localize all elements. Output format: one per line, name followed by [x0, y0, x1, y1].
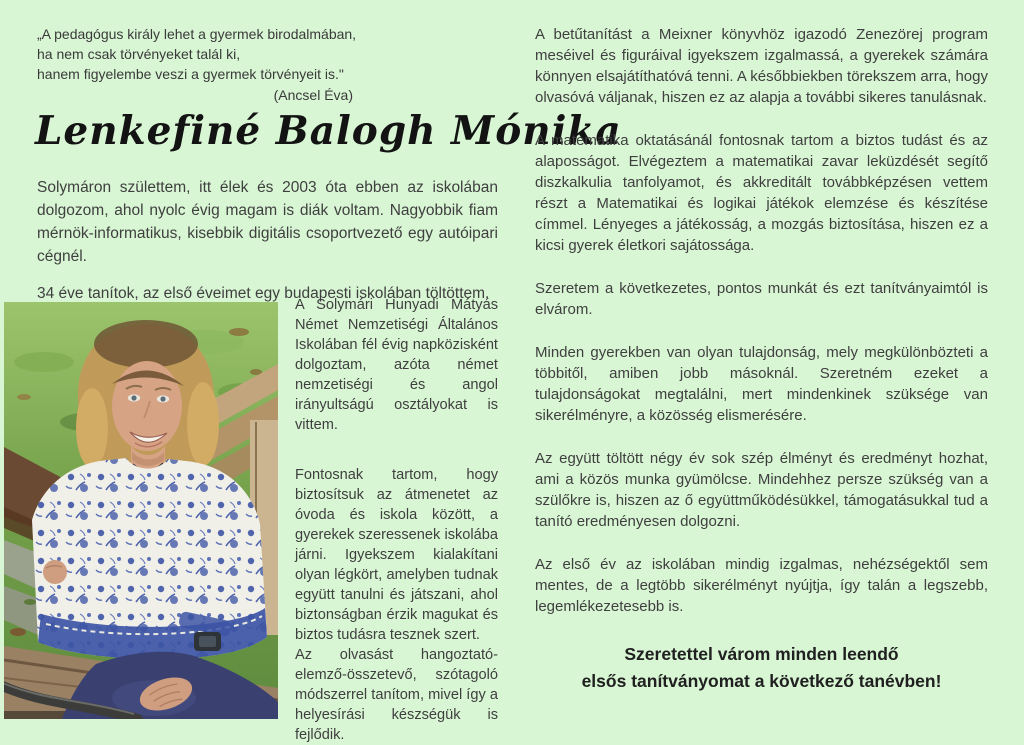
portrait-photo [4, 302, 278, 719]
right-column [535, 24, 988, 639]
right-paragraph-1: A betűtanítást a Meixner könyvhöz igazodó Zenezörej program meséivel és figuráival igyekszem izgalmassá, a gyerekek számára könnyen elsajátíthatóvá tenni. A későbbiekben törekszem arra, hogy olvasóvá váljanak, hiszen ez az alapja a további sikeres tanulásnak. [535, 26, 988, 106]
intro-paragraph-1: Solymáron születtem, itt élek és 2003 óta ebben az iskolában dolgozom, ahol nyolc évig magam is diák voltam. Nagyobbik fiam mérnök-informatikus, kisebbik digitális csoportvezető egy autóipari cégnél. [37, 179, 498, 265]
photo-side-column [295, 295, 498, 745]
page-title: Lenkefiné Balogh Mónika [35, 108, 622, 154]
side-paragraph-1: A Solymári Hunyadi Mátyás Német Nemzetiségi Általános Iskolában fél évig napközisként dolgoztam, azóta német nemzetiségi és angol irányultságú osztályokat is vittem. [295, 297, 498, 433]
quote-attribution: (Ancsel Éva) [273, 87, 353, 103]
closing-line-2: elsős tanítványomat a következő tanévben! [581, 671, 942, 691]
quote-block [37, 24, 477, 105]
quote-line-3: hanem figyelembe veszi a gyermek törvényeit is." [37, 66, 344, 82]
closing-line-1: Szeretettel várom minden leendő [624, 644, 899, 664]
right-paragraph-2: A matematika oktatásánál fontosnak tartom a biztos tudást és az alaposságot. Elvégeztem a matematikai zavar leküzdését segítő diszkalkulia tanfolyamot, és akkreditált továbbképzésen vettem részt a Matematikai és logikai játékok elemzése és készítése címmel. Lényeges a játékosság, a mozgás biztosítása, hiszen ez a kicsi gyerek életkori sajátossága. [535, 132, 988, 254]
side-paragraph-3: Az olvasást hangoztató-elemző-összetevő, szótagoló módszerrel tanítom, mivel így a helyesírási készségük is fejlődik. [295, 647, 498, 743]
quote-line-1: „A pedagógus király lehet a gyermek birodalmában, [37, 26, 357, 42]
closing-message [535, 641, 988, 695]
right-paragraph-5: Az együtt töltött négy év sok szép élményt és eredményt hozhat, ami a közös munka gyümölcse. Mindehhez persze szükség van a szülőkre is, hiszen az ő együttműködésükkel, támogatásukkal tud a tanító eredményesen dolgozni. [535, 450, 988, 530]
quote-line-2: ha nem csak törvényeket talál ki, [37, 46, 241, 62]
right-paragraph-6: Az első év az iskolában mindig izgalmas, nehézségektől sem mentes, de a legtöbb sikerélményt nyújtja, így talán a legszebb, legemlékezetesebb is. [535, 556, 988, 615]
side-paragraph-2: Fontosnak tartom, hogy biztosítsuk az átmenetet az óvoda és iskola között, a gyerekek szeressenek iskolába járni. Igyekszem kialakítani olyan légkört, amelyben tudnak együtt tanulni és játszani, ahol biztonságban érzik magukat és biztos tudásra tesznek szert. [295, 467, 498, 643]
intro-paragraph-2: 34 éve tanítok, az első éveimet egy budapesti iskolában töltöttem. [37, 285, 490, 302]
right-paragraph-4: Minden gyerekben van olyan tulajdonság, mely megkülönbözteti a többitől, amiben jobb másoknál. Szeretném ezeket a tulajdonságokat megtalálni, mert mindenkinek szüksége van sikerélményre, a közösség elismerésére. [535, 344, 988, 424]
right-paragraph-3: Szeretem a következetes, pontos munkát és ezt tanítványaimtól is elvárom. [535, 280, 988, 318]
